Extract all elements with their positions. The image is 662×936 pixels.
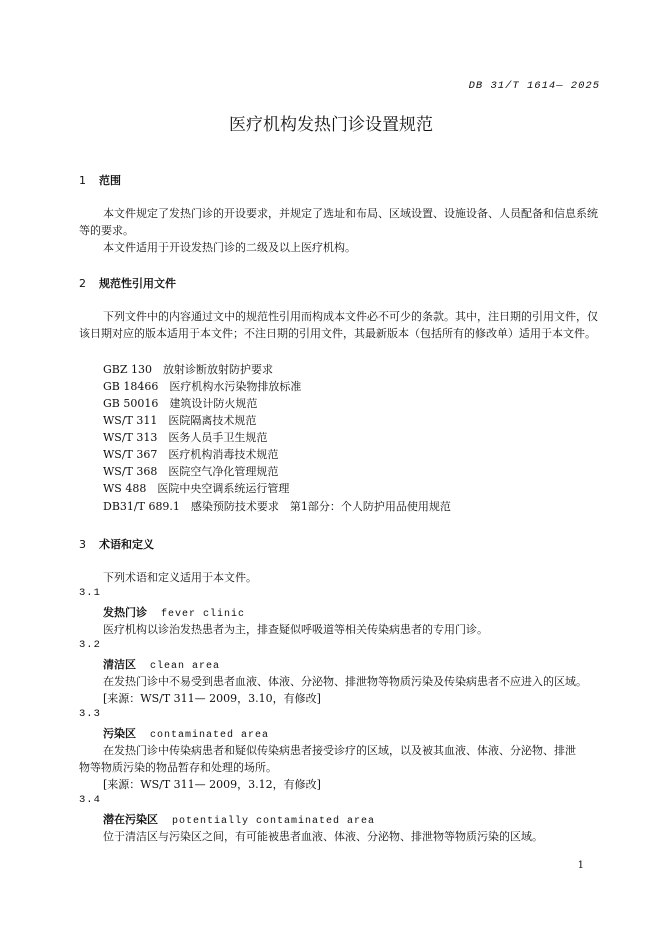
term-number: 3.2 xyxy=(79,639,101,651)
term-heading xyxy=(103,725,269,741)
term-chinese: 污染区 xyxy=(103,727,136,740)
term-heading xyxy=(103,656,220,672)
term-number: 3.1 xyxy=(79,587,101,599)
term-english: clean area xyxy=(150,661,221,672)
section-1-heading xyxy=(79,172,121,188)
term-definition: 医疗机构以诊治发热患者为主，排查疑似呼吸道等相关传染病患者的专用门诊。 xyxy=(103,623,488,636)
document-title: 医疗机构发热门诊设置规范 xyxy=(229,115,433,135)
term-heading xyxy=(103,604,245,620)
term-number: 3.3 xyxy=(79,708,101,720)
section-2-paragraph-1: 下列文件中的内容通过文中的规范性引用而构成本文件必不可少的条款。其中，注日期的引用文件，仅该日期对应的版本适用于本文件；不注日期的引用文件，其最新版本（包括所有的修改单）适用于本文件。 xyxy=(79,310,598,340)
reference-item: WS 488 医院中央空调系统运行管理 xyxy=(103,482,290,495)
section-1-paragraph-1: 本文件规定了发热门诊的开设要求，并规定了选址和布局、区域设置、设施设备、人员配备和信息系统等的要求。 xyxy=(79,207,598,237)
section-3-heading xyxy=(79,536,154,552)
section-1-title: 范围 xyxy=(99,174,121,187)
section-2-title: 规范性引用文件 xyxy=(99,277,176,290)
term-definition-continued: 物等物质污染的物品暂存和处理的场所。 xyxy=(79,761,277,774)
section-3-number: 3 xyxy=(79,538,86,551)
reference-item: WS/T 313 医务人员手卫生规范 xyxy=(103,431,268,444)
section-3-title: 术语和定义 xyxy=(99,538,154,551)
term-number: 3.4 xyxy=(79,794,101,806)
term-definition: 在发热门诊中传染病患者和疑似传染病患者接受诊疗的区域，以及被其血液、体液、分泌物、排泄 xyxy=(103,744,576,757)
section-1-paragraph-2: 本文件适用于开设发热门诊的二级及以上医疗机构。 xyxy=(103,241,356,254)
term-english: fever clinic xyxy=(161,609,246,620)
term-source: [来源：WS/T 311— 2009，3.12，有修改] xyxy=(103,778,321,791)
term-definition: 位于清洁区与污染区之间，有可能被患者血液、体液、分泌物、排泄物等物质污染的区域。 xyxy=(103,830,543,843)
section-1-number: 1 xyxy=(79,174,86,187)
reference-item: GB 18466 医疗机构水污染物排放标准 xyxy=(103,380,302,393)
reference-item: GB 50016 建筑设计防火规范 xyxy=(103,397,258,410)
section-2-number: 2 xyxy=(79,277,86,290)
term-english: potentially contaminated area xyxy=(172,816,376,827)
standard-code: DB 31/T 1614— 2025 xyxy=(468,80,600,92)
reference-item: WS/T 311 医院隔离技术规范 xyxy=(103,414,257,427)
term-chinese: 发热门诊 xyxy=(103,606,147,619)
reference-item: DB31/T 689.1 感染预防技术要求 第1部分：个人防护用品使用规范 xyxy=(103,500,451,513)
term-english: contaminated area xyxy=(150,730,270,741)
term-definition: 在发热门诊中不易受到患者血液、体液、分泌物、排泄物等物质污染及传染病患者不应进入的区域。 xyxy=(103,675,587,688)
page-number: 1 xyxy=(577,860,584,871)
reference-item: WS/T 368 医院空气净化管理规范 xyxy=(103,465,279,478)
section-3-intro: 下列术语和定义适用于本文件。 xyxy=(103,571,257,584)
reference-item: WS/T 367 医疗机构消毒技术规范 xyxy=(103,448,279,461)
term-chinese: 清洁区 xyxy=(103,658,136,671)
term-source: [来源：WS/T 311— 2009，3.10，有修改] xyxy=(103,692,321,705)
reference-item: GBZ 130 放射诊断放射防护要求 xyxy=(103,363,274,376)
term-chinese: 潜在污染区 xyxy=(103,813,158,826)
section-2-heading xyxy=(79,275,176,291)
term-heading xyxy=(103,811,375,827)
